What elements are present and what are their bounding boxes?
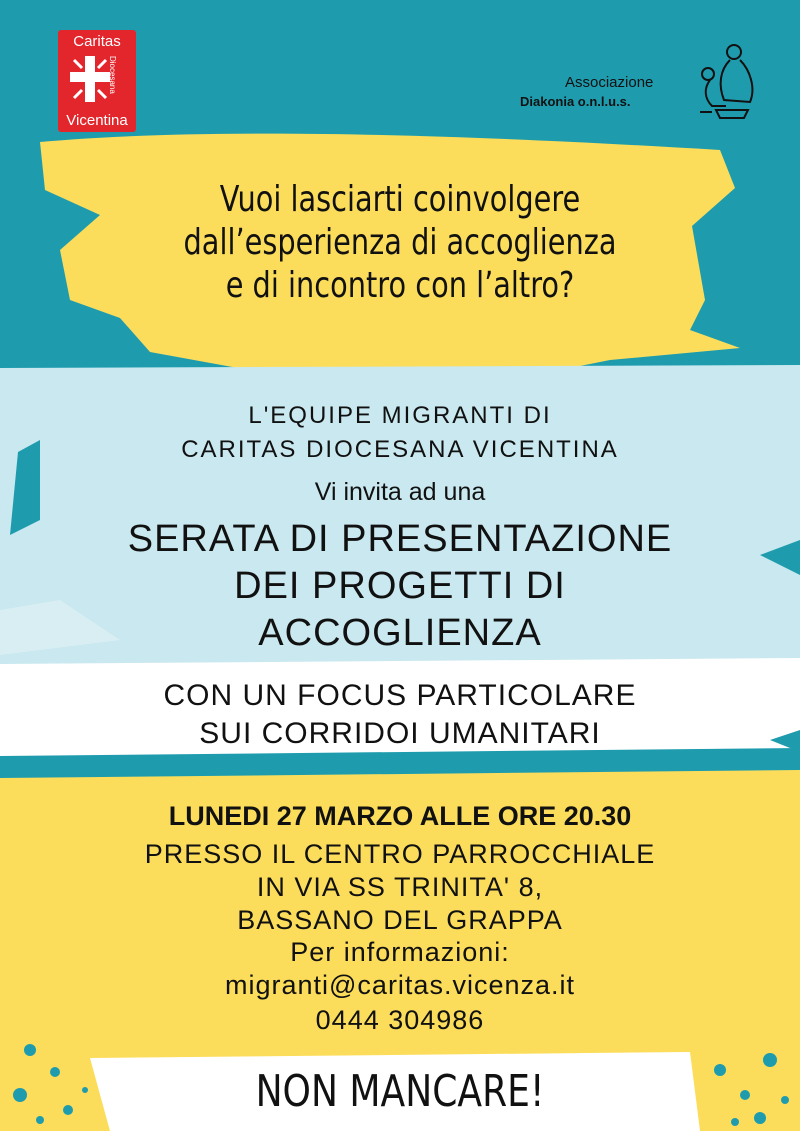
- organizer-line1: L'EQUIPE MIGRANTI DI: [248, 402, 552, 429]
- event-title-line1: SERATA DI PRESENTAZIONE: [127, 518, 673, 560]
- focus-text: [0, 677, 800, 753]
- diakonia-logo-line1: Associazione: [565, 74, 654, 91]
- contact-email: migranti@caritas.vicenza.it: [224, 970, 575, 1000]
- diakonia-logo: [510, 40, 780, 130]
- event-place: [0, 838, 800, 937]
- event-date: LUNEDI 27 MARZO ALLE ORE 20.30: [168, 801, 632, 831]
- focus-line1: CON UN FOCUS PARTICOLARE: [163, 679, 637, 712]
- headline-question: [80, 178, 720, 307]
- caritas-logo-top-text: Caritas: [73, 33, 121, 50]
- cross-icon: [68, 54, 112, 104]
- place-line3: BASSANO DEL GRAPPA: [237, 905, 563, 935]
- headline-line2: dall’esperienza di accoglienza: [183, 222, 617, 263]
- caritas-logo: [58, 30, 136, 132]
- diakonia-logo-line2: Diakonia o.n.l.u.s.: [520, 94, 631, 109]
- event-title-line2: DEI PROGETTI DI: [234, 565, 566, 607]
- event-title: [0, 516, 800, 657]
- invite-text: Vi invita ad una: [314, 478, 486, 506]
- foot-washing-icon: [690, 40, 770, 120]
- caritas-logo-side-text: Diocesana: [108, 56, 117, 94]
- place-line1: PRESSO IL CENTRO PARROCCHIALE: [144, 839, 656, 869]
- info-label: Per informazioni:: [290, 937, 510, 967]
- headline-line1: Vuoi lasciarti coinvolgere: [219, 179, 581, 220]
- caritas-logo-bottom-text: Vicentina: [66, 112, 128, 129]
- contact-phone: 0444 304986: [315, 1005, 485, 1035]
- call-to-action: NON MANCARE!: [255, 1066, 545, 1117]
- event-title-line3: ACCOGLIENZA: [258, 612, 542, 654]
- focus-line2: SUI CORRIDOI UMANITARI: [199, 717, 601, 750]
- headline-line3: e di incontro con l’altro?: [225, 265, 575, 306]
- place-line2: IN VIA SS TRINITA' 8,: [256, 872, 544, 902]
- organizer-line2: CARITAS DIOCESANA VICENTINA: [181, 436, 619, 463]
